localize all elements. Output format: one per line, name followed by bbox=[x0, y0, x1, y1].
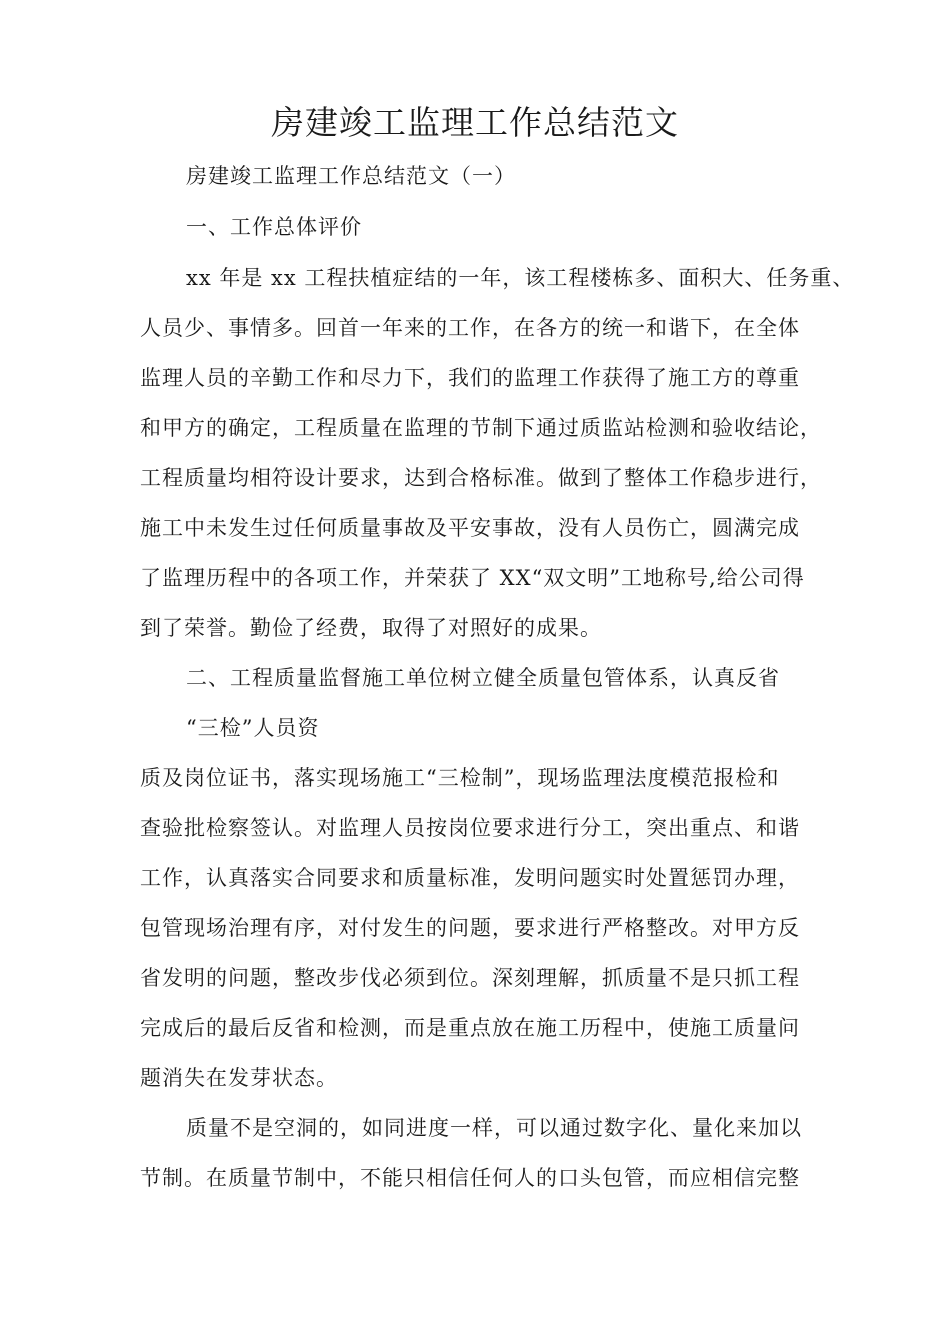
paragraph-2-line: 工作，认真落实合同要求和质量标准，发明问题实时处置惩罚办理， bbox=[140, 866, 800, 890]
paragraph-1-line: 施工中未发生过任何质量事故及平安事故，没有人员伤亡，圆满完成 bbox=[140, 516, 800, 540]
paragraph-2-line: 包管现场治理有序，对付发生的问题，要求进行严格整改。对甲方反 bbox=[140, 916, 800, 940]
paragraph-2-line: 查验批检察签认。对监理人员按岗位要求进行分工，突出重点、和谐 bbox=[140, 816, 800, 840]
paragraph-1-line: 人员少、事情多。回首一年来的工作，在各方的统一和谐下，在全体 bbox=[140, 316, 800, 340]
paragraph-1-line: 和甲方的确定，工程质量在监理的节制下通过质监站检测和验收结论， bbox=[140, 416, 822, 440]
document-subtitle: 房建竣工监理工作总结范文（一） bbox=[186, 164, 516, 188]
paragraph-2-line: 完成后的最后反省和检测，而是重点放在施工历程中，使施工质量问 bbox=[140, 1016, 800, 1040]
paragraph-3-line: 节制。在质量节制中，不能只相信任何人的口头包管，而应相信完整 bbox=[140, 1166, 800, 1190]
paragraph-1-line: 监理人员的辛勤工作和尽力下，我们的监理工作获得了施工方的尊重 bbox=[140, 366, 800, 390]
paragraph-2-line: 省发明的问题，整改步伐必须到位。深刻理解，抓质量不是只抓工程 bbox=[140, 966, 800, 990]
paragraph-1-line: xx 年是 xx 工程扶植症结的一年，该工程楼栋多、面积大、任务重、 bbox=[186, 266, 855, 290]
section-2-heading-continued: “三检”人员资 bbox=[186, 716, 320, 740]
document-title: 房建竣工监理工作总结范文 bbox=[271, 103, 679, 142]
paragraph-2-line: 质及岗位证书，落实现场施工“三检制”，现场监理法度模范报检和 bbox=[140, 766, 780, 790]
paragraph-1-line: 到了荣誉。勤俭了经费，取得了对照好的成果。 bbox=[140, 616, 602, 640]
paragraph-1-line: 工程质量均相符设计要求，达到合格标准。做到了整体工作稳步进行， bbox=[140, 466, 822, 490]
section-2-heading: 二、工程质量监督施工单位树立健全质量包管体系，认真反省 bbox=[186, 666, 780, 690]
paragraph-1-line: 了监理历程中的各项工作，并荣获了 XX“双文明”工地称号,给公司得 bbox=[140, 566, 805, 590]
section-1-heading: 一、工作总体评价 bbox=[186, 215, 362, 239]
paragraph-2-line: 题消失在发芽状态。 bbox=[140, 1066, 338, 1090]
paragraph-3-line: 质量不是空洞的，如同进度一样，可以通过数字化、量化来加以 bbox=[186, 1116, 802, 1140]
